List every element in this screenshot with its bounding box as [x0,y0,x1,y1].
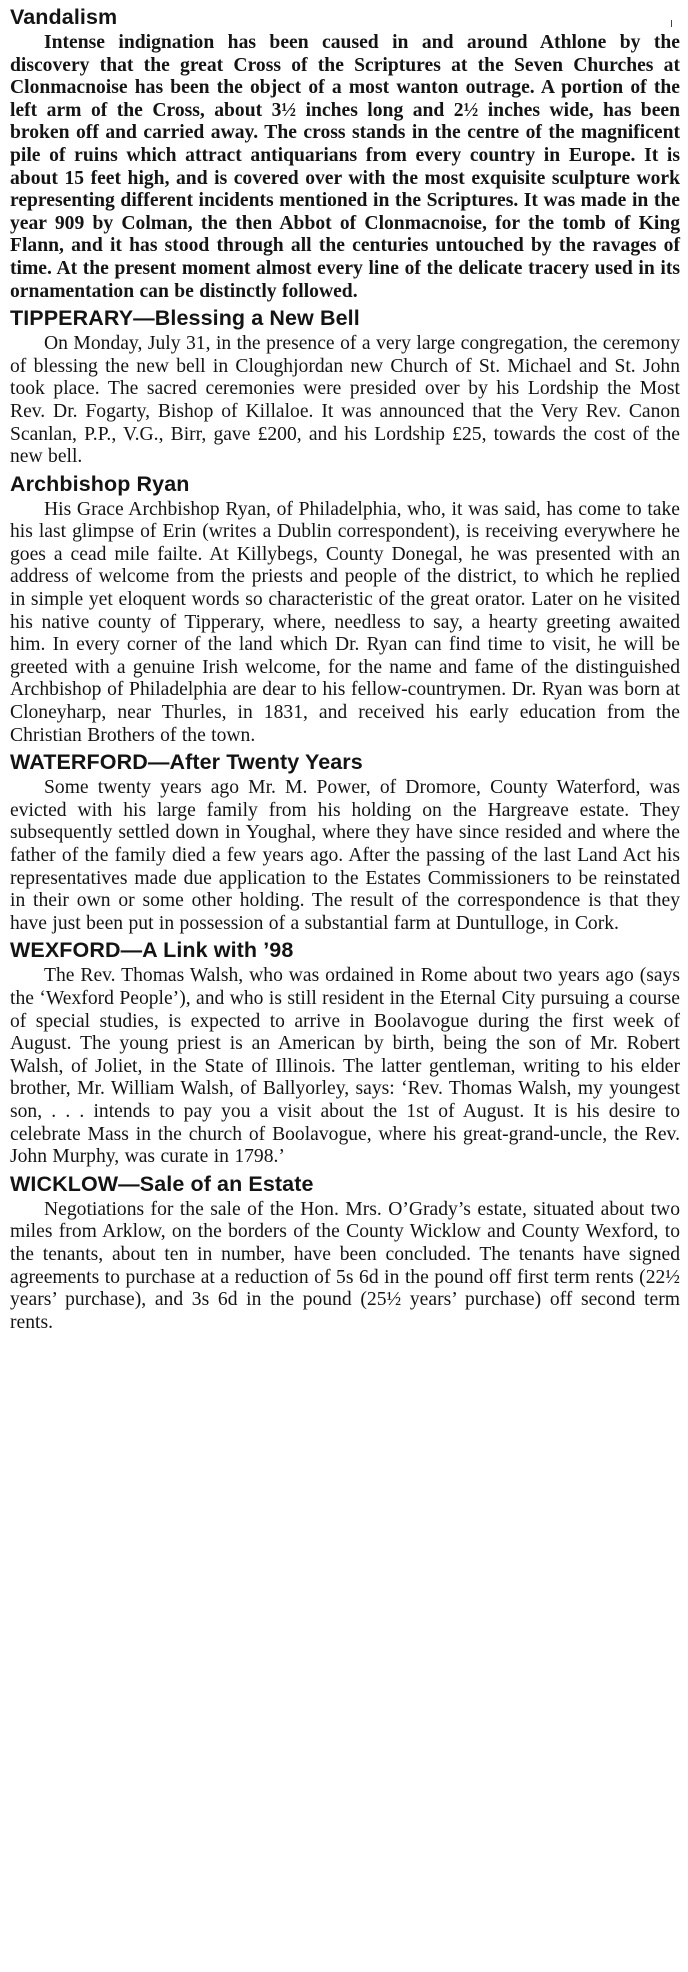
article-tipperary [10,305,680,469]
column-edge-mark [671,20,672,27]
article-heading: Archbishop Ryan [10,471,190,496]
article-vandalism [10,4,680,303]
article-heading: Vandalism [10,5,118,29]
article-archbishop-ryan [10,471,680,748]
article-body: His Grace Archbishop Ryan, of Philadelphia, who, it was said, has come to take his last glimpse of Erin (writes a Dublin correspondent), is receiving everywhere he goes a cead mile failte. At Killybegs, County Donegal, he was presented with an address of welcome from the priests and people of the district, to which he replied in simple yet eloquent words so characteristic of the great orator. Later on he visited his native county of Tipperary, where, needless to say, a hearty greeting awaited him. In every corner of the land which Dr. Ryan can find time to visit, he will be greeted with a genuine Irish welcome, for the name and fame of the distinguished Archbishop of Philadelphia are dear to his fellow-countrymen. Dr. Ryan was born at Cloneyharp, near Thurles, in 1831, and received his early education from the Christian Brothers of the town. [10,498,680,746]
article-body: On Monday, July 31, in the presence of a very large congregation, the ceremony of blessing the new bell in Cloughjordan new Church of St. Michael and St. John took place. The sacred ceremonies were presided over by his Lordship the Most Rev. Dr. Fogarty, Bishop of Killaloe. It was announced that the Very Rev. Canon Scanlan, P.P., V.G., Birr, gave £200, and his Lordship £25, towards the cost of the new bell. [10,333,680,468]
article-waterford [10,749,680,935]
article-heading: TIPPERARY—Blessing a New Bell [10,306,360,331]
article-heading: WATERFORD—After Twenty Years [10,750,363,775]
article-body: The Rev. Thomas Walsh, who was ordained in Rome about two years ago (says the ‘Wexford People’), and who is still resident in the Eternal City pursuing a course of special studies, is expected to arrive in Boolavogue during the first week of August. The young priest is an American by birth, being the son of Mr. Robert Walsh, of Joliet, in the State of Illinois. The latter gentleman, writing to his elder brother, Mr. William Walsh, of Ballyorley, says: ‘Rev. Thomas Walsh, my youngest son, . . . intends to pay you a visit about the 1st of August. It is his desire to celebrate Mass in the church of Boolavogue, where his great-grand-uncle, the Rev. John Murphy, was curate in 1798.’ [10,965,680,1168]
article-body: Intense indignation has been caused in and around Athlone by the discovery that the great Cross of the Scriptures at the Seven Churches at Clonmacnoise has been the object of a most wanton outrage. A portion of the left arm of the Cross, about 3½ inches long and 2½ inches wide, has been broken off and carried away. The cross stands in the centre of the magnificent pile of ruins which attract antiquarians from every country in Europe. It is about 15 feet high, and is covered over with the most exquisite sculpture work representing different incidents mentioned in the Scriptures. It was made in the year 909 by Colman, the then Abbot of Clonmacnoise, for the tomb of King Flann, and it has stood through all the centuries untouched by the ravages of time. At the present moment almost every line of the delicate tracery used in its ornamentation can be distinctly followed. [10,32,680,302]
article-body: Negotiations for the sale of the Hon. Mrs. O’Grady’s estate, situated about two miles from Arklow, on the borders of the County Wicklow and County Wexford, to the tenants, about ten in number, have been concluded. The tenants have signed agreements to purchase at a reduction of 5s 6d in the pound off first term rents (22½ years’ purchase), and 3s 6d in the pound (25½ years’ purchase) off second term rents. [10,1198,680,1333]
article-body: Some twenty years ago Mr. M. Power, of Dromore, County Waterford, was evicted with his large family from his holding on the Hargreave estate. They subsequently settled down in Youghal, where they have since resided and where the father of the family died a few years ago. After the passing of the last Land Act his representatives made due application to the Estates Commissioners to be reinstated in their own or some other holding. The result of the correspondence is that they have just been put in possession of a substantial farm at Duntulloge, in Cork. [10,777,680,934]
article-heading: WICKLOW—Sale of an Estate [10,1171,314,1196]
article-wexford [10,937,680,1168]
article-wicklow [10,1171,680,1335]
article-heading: WEXFORD—A Link with ’98 [10,938,294,963]
